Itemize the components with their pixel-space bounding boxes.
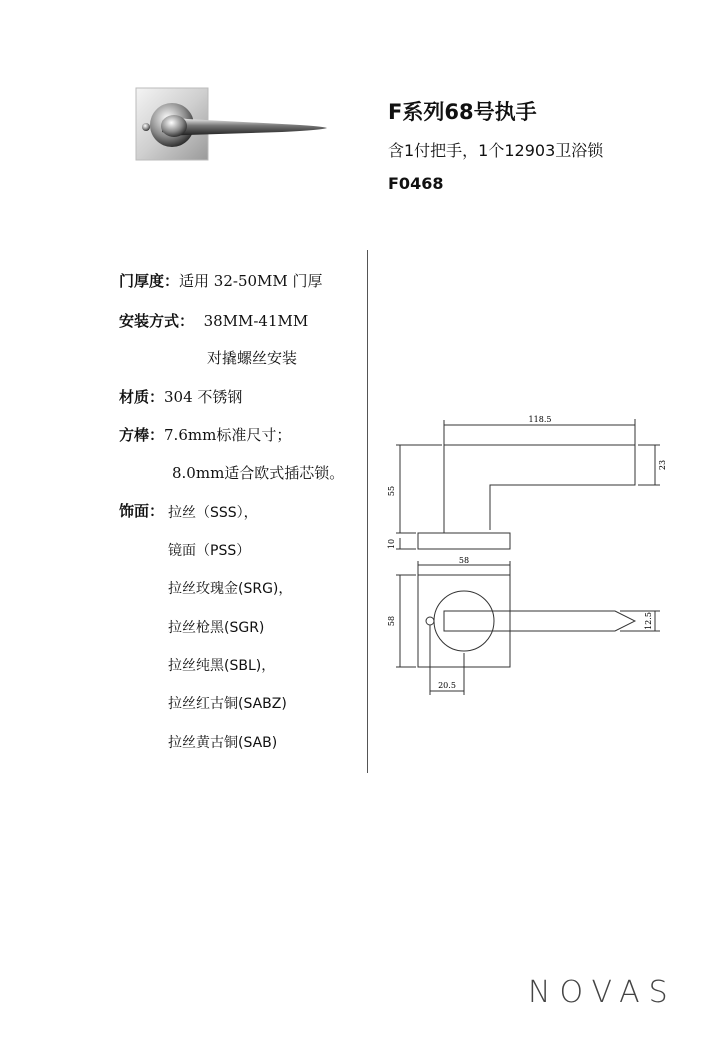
dim-rose-thickness: 10 <box>387 538 396 550</box>
finish-item: 拉丝红古铜(SABZ) <box>168 696 287 712</box>
spec-label: 安装方式： <box>119 312 195 330</box>
dim-offset: 20.5 <box>438 681 456 690</box>
dim-lever-height: 23 <box>658 459 667 471</box>
product-title: F系列68号执手 <box>388 100 537 124</box>
product-photo <box>132 86 332 162</box>
spec-label: 方棒： <box>119 426 165 444</box>
finish-item: 拉丝（SSS）， <box>168 505 258 521</box>
dim-rose-height: 58 <box>387 615 396 627</box>
finish-item: 拉丝纯黑(SBL)， <box>168 658 276 674</box>
spec-finish <box>119 500 164 521</box>
dim-length: 118.5 <box>528 415 552 424</box>
product-subtitle: 含1付把手，1个12903卫浴锁 <box>388 141 604 160</box>
spec-value: 304 不锈钢 <box>164 388 243 406</box>
spec-spindle <box>119 424 291 445</box>
product-code: F0468 <box>388 174 444 193</box>
brand-logo: NOVAS <box>528 975 677 1010</box>
dim-lever-width: 12.5 <box>644 612 653 630</box>
vertical-divider <box>367 250 368 773</box>
finish-item: 拉丝黄古铜(SAB) <box>168 735 278 751</box>
spec-value: 适用 32-50MM 门厚 <box>179 272 323 290</box>
dim-height: 55 <box>387 485 396 497</box>
spec-door-thickness <box>119 270 323 291</box>
spec-label: 饰面： <box>119 502 165 520</box>
dim-rose-width: 58 <box>458 556 470 565</box>
finish-item: 拉丝玫瑰金(SRG)， <box>168 581 293 597</box>
spec-install <box>119 310 308 331</box>
spec-value: 38MM-41MM <box>203 312 309 330</box>
spec-value: 7.6mm标准尺寸； <box>164 426 292 444</box>
finish-item: 镜面（PSS） <box>168 543 251 559</box>
spec-install-method: 对撬螺丝安装 <box>207 349 298 367</box>
spec-material <box>119 386 242 407</box>
spec-label: 门厚度： <box>119 272 180 290</box>
spec-label: 材质： <box>119 388 165 406</box>
technical-drawing <box>380 405 670 700</box>
finish-item: 拉丝枪黑(SGR) <box>168 620 265 636</box>
spec-spindle-alt: 8.0mm适合欧式插芯锁。 <box>172 464 345 482</box>
